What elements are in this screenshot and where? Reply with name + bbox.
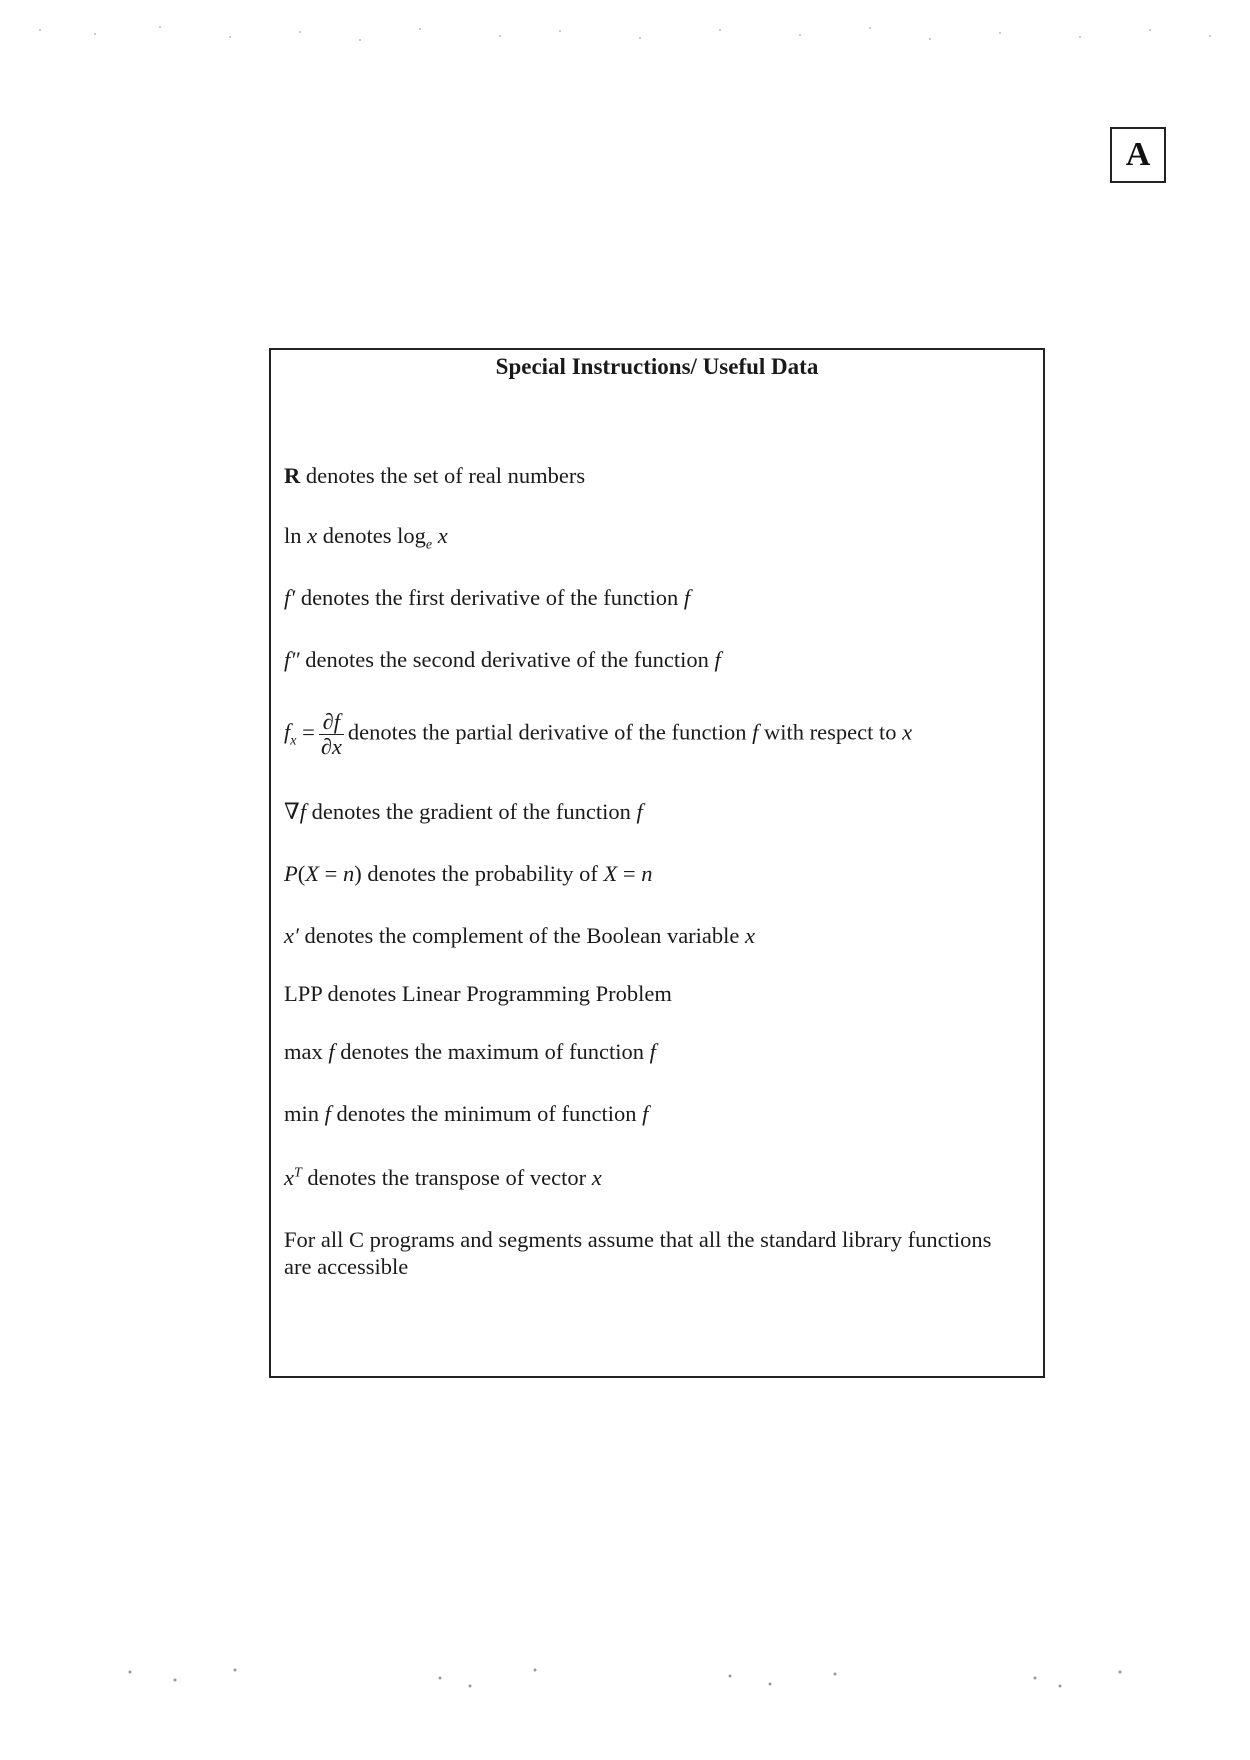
complement-line [284,922,755,949]
lpp-line [284,980,672,1007]
f-symbol: f [649,1039,656,1064]
f-symbol: f [714,647,721,672]
log-symbol: $\log_e x$ [397,523,448,553]
event-symbol: X = n [603,861,653,886]
partial-derivative-text-2: with respect to [758,719,903,745]
partial-derivative-text: denotes the partial derivative of the function [347,719,753,745]
f-symbol: f [324,1101,331,1126]
max-prefix: max [284,1039,329,1064]
question-paper-version-badge [1110,127,1166,183]
probability-line [284,860,652,887]
gradient-line [284,798,643,825]
gradient-text: denotes the gradient of the function [305,799,637,824]
min-text: denotes the minimum of function [330,1101,643,1126]
f-symbol: f [328,1039,335,1064]
reals-text: denotes the set of real numbers [300,463,586,488]
max-text: denotes the maximum of function [334,1039,650,1064]
special-instructions-box [269,348,1045,1378]
f-symbol: f [636,799,643,824]
x-symbol: x [902,719,913,745]
first-derivative-text: denotes the first derivative of the function [295,585,684,610]
transpose-line [284,1164,602,1191]
gradient-symbol: ∇f [284,799,306,824]
ln-text: denotes [317,523,398,548]
fx-symbol: $f_x$ [284,719,297,749]
x-prime-symbol: x′ [284,923,299,948]
scan-noise-bottom [0,1640,1250,1700]
transpose-text: denotes the transpose of vector [301,1165,592,1190]
x-symbol: x [591,1165,602,1190]
f-symbol: f [752,719,759,745]
x-symbol: x [745,923,756,948]
min-prefix: min [284,1101,325,1126]
second-derivative-line [284,646,721,673]
f-double-prime-symbol: f″ [284,647,300,672]
version-label: A [1125,136,1151,173]
complement-text: denotes the complement of the Boolean variable [298,923,746,948]
scan-noise-top [0,12,1250,52]
partial-derivative-line: $f_x$ = $\frac{\partial f}{\partial x}$ denotes the partial derivative of the function f with respect to x [284,709,913,759]
box-title: Special Instructions/ Useful Data [495,354,819,379]
x-transpose-symbol: $x^T$ [284,1165,302,1190]
f-prime-symbol: f′ [284,585,296,610]
c-programs-note: For all C programs and segments assume that all the standard library functions are accessible [284,1227,992,1280]
ln-symbol: ln x [284,523,318,548]
f-symbol: f [683,585,691,610]
probability-symbol: P(X = n) [284,861,362,886]
lpp-text: LPP denotes Linear Programming Problem [284,981,672,1006]
probability-text: denotes the probability of [361,861,604,886]
first-derivative-line [284,584,690,611]
f-symbol: f [642,1101,649,1126]
ln-line [284,522,448,554]
min-line [284,1100,648,1127]
partial-fraction: $\frac{\partial f}{\partial x}$ [320,709,342,759]
second-derivative-text: denotes the second derivative of the function [299,647,715,672]
max-line [284,1038,656,1065]
reals-symbol: R [284,463,301,488]
reals-line [284,462,585,489]
